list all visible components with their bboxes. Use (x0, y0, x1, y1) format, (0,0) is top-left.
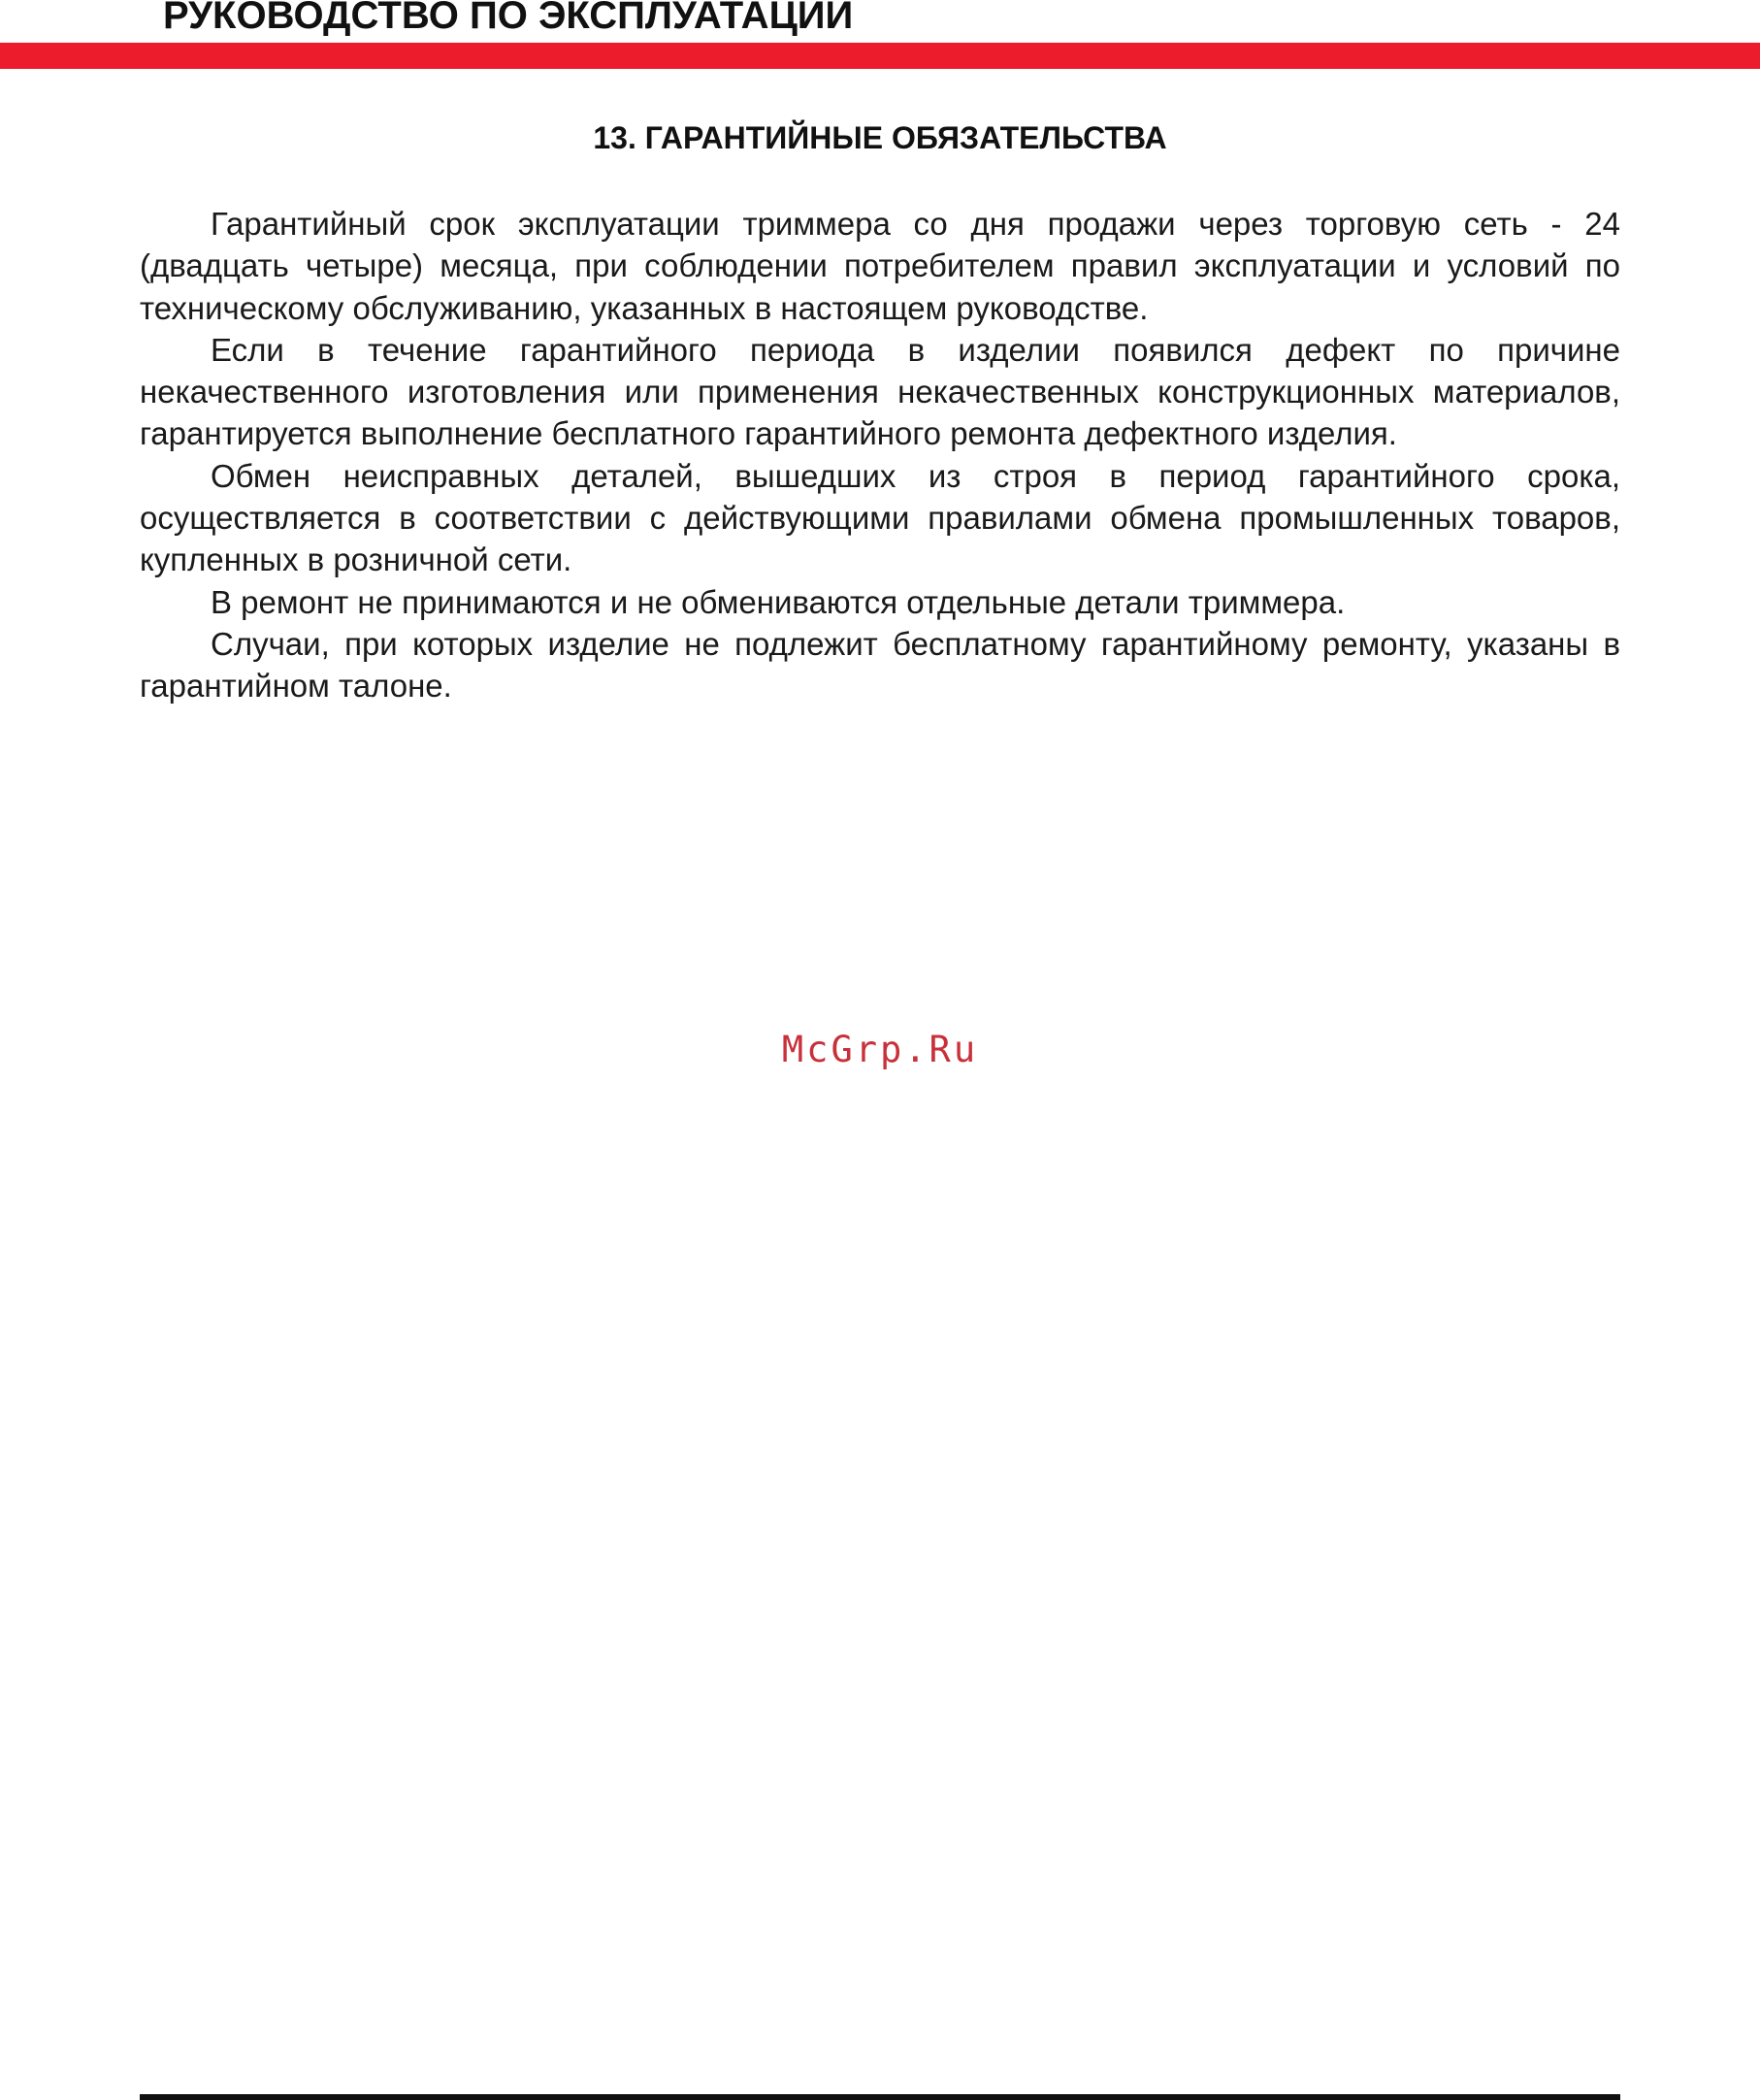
header-accent-bar (0, 43, 1760, 69)
running-header-title: РУКОВОДСТВО ПО ЭКСПЛУАТАЦИИ (163, 0, 854, 37)
paragraph-defect-repair: Если в течение гарантийного периода в изделии появился дефект по причине некачественного изготовления или применения некачественных конструкционных материалов, гарантируется выполнение бесплатного гарантийного ремонта дефектного изделия. (140, 331, 1620, 452)
paragraph-warranty-coupon: Случаи, при которых изделие не подлежит бесплатному гарантийному ремонту, указаны в гарантийном талоне. (140, 625, 1620, 705)
paragraph-parts-not-accepted: В ремонт не принимаются и не обмениваются отдельные детали триммера. (211, 583, 1346, 620)
paragraph-parts-exchange: Обмен неисправных деталей, вышедших из строя в период гарантийного срока, осуществляется в соответствии с действующими правилами обмена промышленных товаров, купленных в розничной сети. (140, 457, 1620, 578)
paragraph-warranty-period: Гарантийный срок эксплуатации триммера со дня продажи через торговую сеть - 24 (двадцать четыре) месяца, при соблюдении потребителем правил эксплуатации и условий по техническому обслуживанию, указанных в настоящем руководстве. (140, 206, 1620, 326)
footer-divider (140, 2094, 1620, 2100)
warranty-body-text (140, 203, 1620, 707)
section-title: 13. ГАРАНТИЙНЫЕ ОБЯЗАТЕЛЬСТВА (593, 120, 1167, 155)
watermark-text: McGrp.Ru (781, 1029, 979, 1070)
